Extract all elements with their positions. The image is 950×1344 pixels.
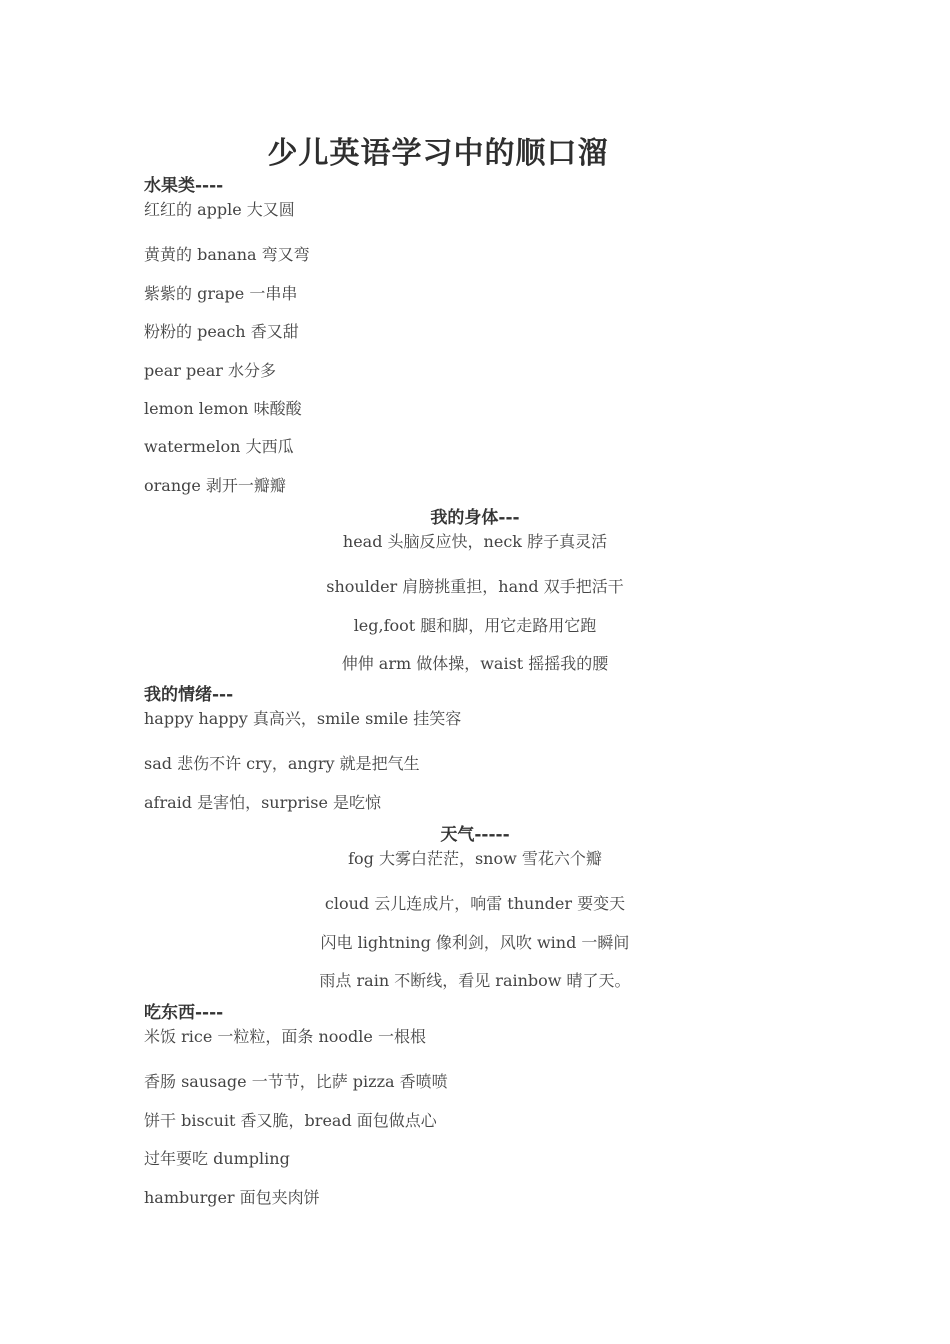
verse-line: 饼干 biscuit 香又脆，bread 面包做点心 [144,1110,437,1130]
verse-line: cloud 云儿连成片，响雷 thunder 要变天 [324,894,626,914]
section-heading: 吃东西---- [144,1003,224,1023]
verse-line: pear pear 水分多 [144,360,276,380]
verse-line: 黄黄的 banana 弯又弯 [144,245,310,265]
section-heading: 水果类---- [144,176,224,196]
verse-line: 红红的 apple 大又圆 [144,200,295,219]
verse-line: shoulder 肩膀挑重担，hand 双手把活干 [326,577,624,597]
section-fruits [144,174,844,505]
verse-line: 雨点 rain 不断线，看见 rainbow 晴了天。 [319,971,631,991]
section-food [144,1001,844,1217]
verse-line: fog 大雾白茫茫，snow 雪花六个瓣 [348,849,602,868]
section-heading: 天气----- [440,825,510,845]
verse-line: hamburger 面包夹肉饼 [144,1187,320,1207]
verse-line: 紫紫的 grape 一串串 [144,283,298,303]
verse-line: head 头脑反应快，neck 脖子真灵活 [342,532,608,551]
verse-line: sad 悲伤不许 cry，angry 就是把气生 [144,754,420,774]
section-emotions [144,683,844,822]
section-weather [0,823,950,1001]
section-heading: 我的情绪--- [144,685,234,705]
verse-line: watermelon 大西瓜 [144,437,294,457]
verse-line: 闪电 lightning 像利剑，风吹 wind 一瞬间 [320,932,630,952]
verse-line: 粉粉的 peach 香又甜 [144,322,299,342]
section-body [0,506,950,684]
verse-line: orange 剥开一瓣瓣 [144,475,286,495]
verse-line: 过年要吃 dumpling [144,1149,290,1169]
section-heading: 我的身体--- [430,508,520,528]
verse-line: 米饭 rice 一粒粒，面条 noodle 一根根 [144,1027,426,1046]
verse-line: happy happy 真高兴，smile smile 挂笑容 [144,709,462,728]
verse-line: 香肠 sausage 一节节，比萨 pizza 香喷喷 [144,1072,448,1092]
verse-line: afraid 是害怕，surprise 是吃惊 [144,792,382,812]
document-title: 少儿英语学习中的顺口溜 [267,136,609,171]
verse-line: lemon lemon 味酸酸 [144,398,302,418]
verse-line: leg,foot 腿和脚，用它走路用它跑 [353,615,597,635]
verse-line: 伸伸 arm 做体操，waist 摇摇我的腰 [341,654,609,674]
